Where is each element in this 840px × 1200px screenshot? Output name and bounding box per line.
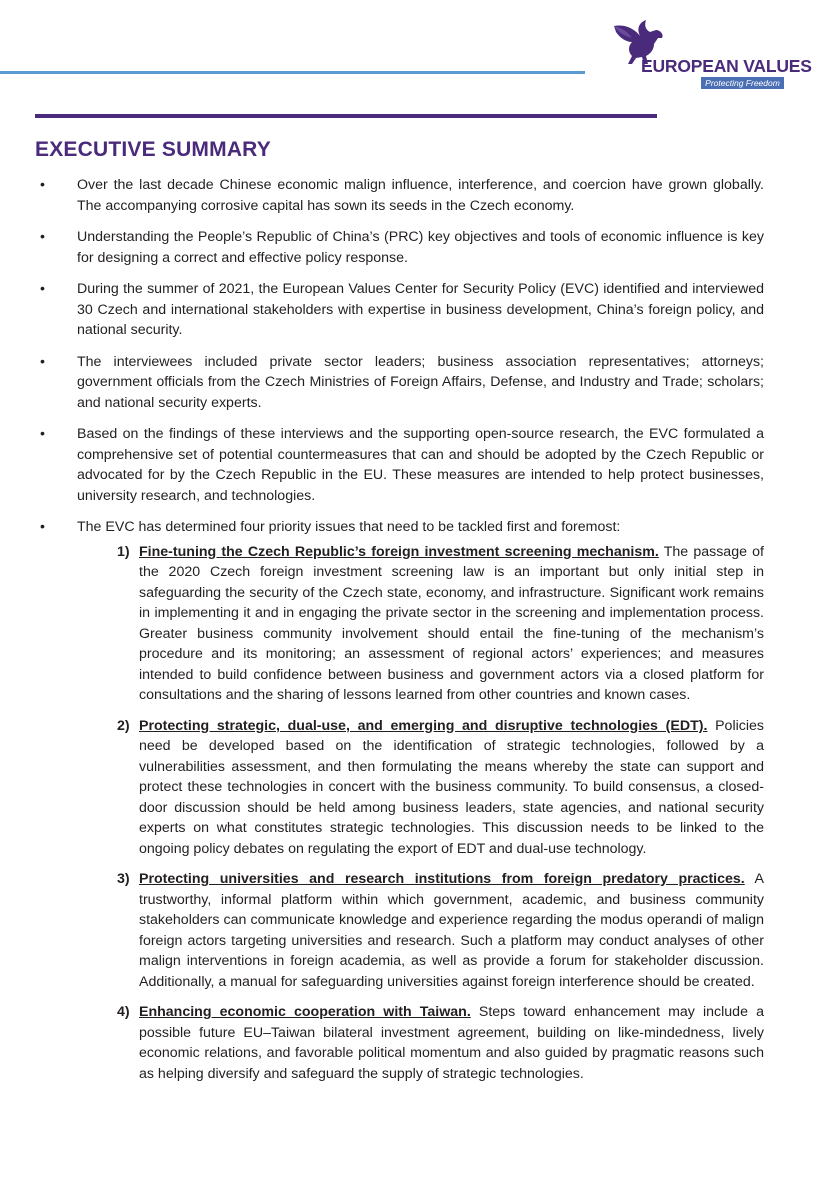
bullet-text: During the summer of 2021, the European Values Center for Security Policy (EVC) identified and interviewed 30 Czech and international stakeholders with expertise in business development, China’s foreign policy, and national security. <box>77 281 764 338</box>
bullet-dot: • <box>40 519 45 535</box>
priority-heading: Protecting universities and research institutions from foreign predatory practices. <box>139 871 745 887</box>
priority-number: 4) <box>117 1004 130 1020</box>
logo-name: EUROPEAN VALUES <box>641 56 812 76</box>
bullet-text: The interviewees included private sector leaders; business association representatives; attorneys; government officials from the Czech Ministries of Foreign Affairs, Defense, and Industry and Trade; scholars; and national security experts. <box>77 353 764 411</box>
priority-item <box>77 869 764 992</box>
bullet-dot: • <box>40 426 45 442</box>
bullet-item <box>40 279 764 341</box>
section-rule <box>35 114 657 118</box>
page-title: EXECUTIVE SUMMARY <box>35 138 271 161</box>
priority-number: 2) <box>117 717 130 734</box>
bullet-dot: • <box>40 229 45 245</box>
priority-item <box>77 716 764 860</box>
bullet-item <box>40 227 764 268</box>
bullet-text: Understanding the People’s Republic of China’s (PRC) key objectives and tools of economic influence is key for designing a correct and effective policy response. <box>77 229 764 266</box>
priority-heading: Protecting strategic, dual-use, and emerging and disruptive technologies (EDT). <box>139 717 708 734</box>
european-values-logo <box>606 20 816 86</box>
priority-heading: Fine-tuning the Czech Republic’s foreign investment screening mechanism. <box>139 543 659 560</box>
priority-heading: Enhancing economic cooperation with Taiwan. <box>139 1004 471 1020</box>
bullet-item <box>40 517 764 1084</box>
priority-text: Steps toward enhancement may include a possible future EU–Taiwan bilateral investment agreement, building on like-mindedness, lively economic relations, and favorable political momentum and also guided by pragmatic reasons such as helping diversify and safeguard the supply of strategic technologies. <box>139 1004 764 1082</box>
bullet-dot: • <box>40 177 45 193</box>
logo-tagline: Protecting Freedom <box>701 77 784 89</box>
bullet-list <box>40 175 764 1084</box>
bullet-item <box>40 424 764 506</box>
priority-item <box>77 1002 764 1084</box>
priority-item <box>77 542 764 706</box>
header-rule <box>0 71 585 74</box>
bullet-text: The EVC has determined four priority issues that need to be tackled first and foremost: <box>77 519 621 535</box>
bullet-dot: • <box>40 281 45 297</box>
priority-text: A trustworthy, informal platform within which government, academic, and business community stakeholders can communicate knowledge and experience regarding the modus operandi of malign foreign actors targeting universities and research. Such a platform may conduct analyses of other malign interventions in foreign academia, as well as provide a forum for stakeholder discussion. Additionally, a manual for safeguarding universities against foreign interference should be created. <box>139 871 764 990</box>
summary-body <box>40 175 764 1095</box>
priority-text: The passage of the 2020 Czech foreign investment screening law is an important but only initial step in safeguarding the security of the Czech state, economy, and infrastructure. Significant work remains in implementing it and in engaging the private sector in the screening and implementation process. Greater business community involvement should entail the fine-tuning of the mechanism’s procedure and its monitoring; an assessment of regional actors’ experiences; and measures intended to build confidence between business and government actors via a closed platform for consultations and the sharing of lessons learned from other countries and known cases. <box>139 543 764 703</box>
priority-number: 3) <box>117 871 130 887</box>
bullet-text: Based on the findings of these interviews and the supporting open-source research, the EVC formulated a comprehensive set of potential countermeasures that can and should be adopted by the Czech Republic or advocated for by the Czech Republic in the EU. These measures are intended to help protect businesses, university research, and technologies. <box>77 426 764 504</box>
priority-list <box>77 542 764 1085</box>
bullet-text: Over the last decade Chinese economic malign influence, interference, and coercion have grown globally. The accompanying corrosive capital has sown its seeds in the Czech economy. <box>77 177 764 214</box>
priority-text: Policies need be developed based on the identification of strategic technologies, followed by a vulnerabilities assessment, and then formulating the means whereby the state can support and protect these technologies in concert with the business community. To build consensus, a closed-door discussion should be held among business leaders, state agencies, and national security experts on what constitutes strategic technologies. This discussion needs to be linked to the ongoing policy debates on regulating the export of EDT and dual-use technology. <box>139 717 764 857</box>
bullet-dot: • <box>40 353 45 370</box>
bullet-item <box>40 175 764 216</box>
priority-number: 1) <box>117 543 130 560</box>
bullet-item <box>40 352 764 414</box>
